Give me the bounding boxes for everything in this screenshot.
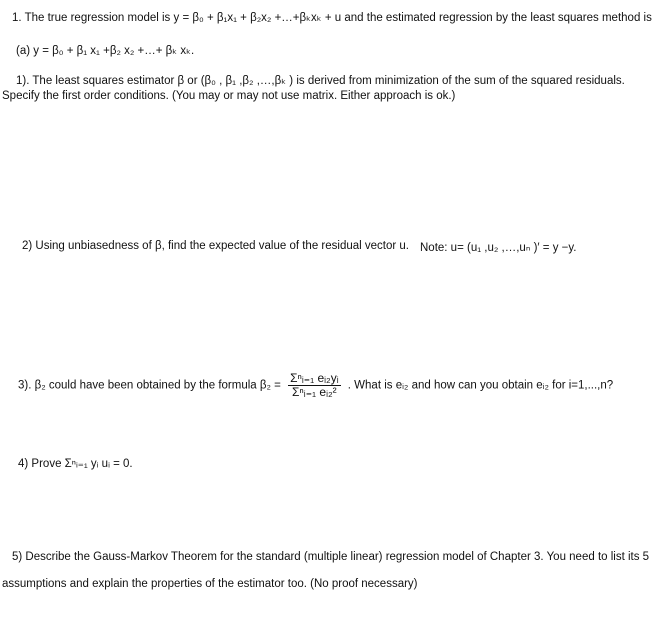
q3-text-before: 3). β₂ could have been obtained by the formula β₂ = [18,379,281,392]
q3-formula-denominator: Σⁿᵢ₌₁ eᵢ₂² [292,385,337,399]
q5-line1: 5) Describe the Gauss-Markov Theorem for the standard (multiple linear) regression model of Chapter 3. You need to list its 5 [12,551,650,563]
q2-note: Note: u= (u₁ ,u₂ ,…,uₙ )′ = y −y. [420,242,577,254]
q1-sub1-line1: 1). The least squares estimator β or (β₀ , β₁ ,β₂ ,…,βₖ ) is derived from minimization of the sum of the squared residuals. [16,75,625,87]
q3-formula-numerator: Σⁿᵢ₌₁ eᵢ₂yᵢ [290,371,339,385]
q1-part-a: (a) y = β₀ + β₁ x₁ +β₂ x₂ +…+ βₖ xₖ. [16,45,195,57]
q3-question [18,372,613,399]
q5-line2: assumptions and explain the properties of the estimator too. (No proof necessary) [2,578,418,590]
q3-text-after: . What is eᵢ₂ and how can you obtain eᵢ₂ for i=1,...,n? [347,379,614,392]
q3-formula-fraction [288,372,341,399]
q2-text: 2) Using unbiasedness of β, find the expected value of the residual vector u. [22,240,409,252]
q1-sub1-line2: Specify the first order conditions. (You may or may not use matrix. Either approach is ok.) [2,90,456,102]
q1-intro: 1. The true regression model is y = β₀ + β₁x₁ + β₂x₂ +…+βₖxₖ + u and the estimated regression by the least squares method is [12,12,652,24]
q4-text: 4) Prove Σⁿᵢ₌₁ yᵢ uᵢ = 0. [18,458,133,470]
